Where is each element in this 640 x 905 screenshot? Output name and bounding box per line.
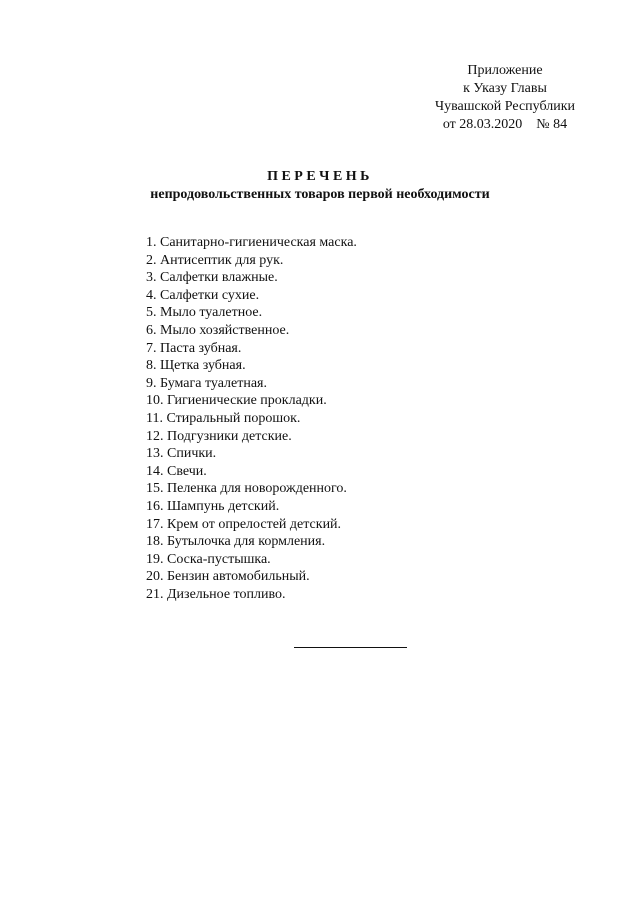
appendix-date-line <box>400 116 610 134</box>
goods-list <box>146 234 357 603</box>
list-item: 13. Спички. <box>146 446 217 462</box>
list-item: 11. Стиральный порошок. <box>146 410 301 426</box>
list-item: 12. Подгузники детские. <box>146 428 292 444</box>
list-item: 16. Шампунь детский. <box>146 498 280 514</box>
list-item: 6. Мыло хозяйственное. <box>146 322 290 338</box>
list-item: 20. Бензин автомобильный. <box>146 569 310 585</box>
list-item: 1. Санитарно-гигиеническая маска. <box>146 235 357 250</box>
list-item: 19. Соска-пустышка. <box>146 551 271 567</box>
list-item: 17. Крем от опрелостей детский. <box>146 516 342 532</box>
list-item: 7. Паста зубная. <box>146 340 242 356</box>
appendix-date: от 28.03.2020 <box>442 117 523 132</box>
list-item: 3. Салфетки влажные. <box>146 270 278 286</box>
list-item: 2. Антисептик для рук. <box>146 252 284 268</box>
appendix-number: № 84 <box>536 117 568 132</box>
list-item: 4. Салфетки сухие. <box>146 287 260 303</box>
list-item: 21. Дизельное топливо. <box>146 586 286 602</box>
list-item: 5. Мыло туалетное. <box>146 305 263 321</box>
document-subtitle: непродовольственных товаров первой необходимости <box>150 187 490 202</box>
list-item: 18. Бутылочка для кормления. <box>146 534 326 550</box>
appendix-line: Чувашской Республики <box>434 99 576 114</box>
list-item: 10. Гигиенические прокладки. <box>146 393 327 409</box>
end-separator-line <box>294 647 407 648</box>
document-title: ПЕРЕЧЕНЬ <box>267 169 373 184</box>
appendix-line: к Указу Главы <box>463 81 547 96</box>
list-item: 9. Бумага туалетная. <box>146 375 267 391</box>
list-item: 14. Свечи. <box>146 463 207 479</box>
list-item: 15. Пеленка для новорожденного. <box>146 481 347 497</box>
list-item: 8. Щетка зубная. <box>146 358 246 374</box>
appendix-header <box>400 62 610 134</box>
appendix-line: Приложение <box>467 63 543 78</box>
